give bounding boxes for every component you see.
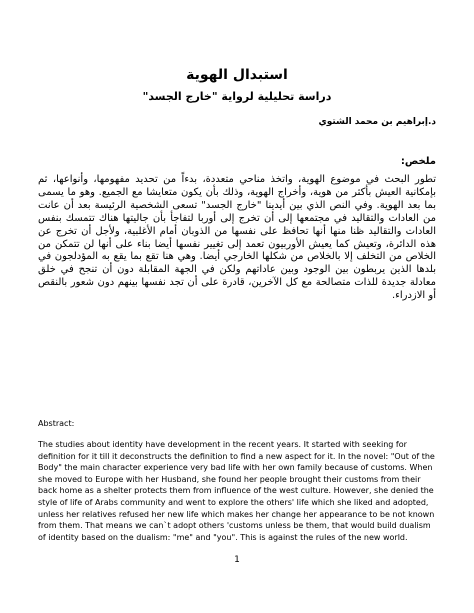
- arabic-abstract-text: تطور البحث في موضوع الهوية، واتخذ مناحي متعددة، بدءاً من تحديد مفهومها، وأنواعها، ثم بإمكانية العيش بأكثر من هوية، وأخراج الهوية، وذلك بأن يكون متعايشا مع الجميع. وهو ما يسمى بما بعد الهوية. وفي النص الذي بين أيدينا "خارج الجسد" تسعى الشخصية الرئيسة بعد أن عانت من العادات والتقاليد في مجتمعها إلى أن تخرج إلى أوربا لتفاجأ بأن جاليتها هناك تتمسك بنفس العادات والتقاليد ظنا منها أنها تحافظ على نفسها من الذوبان أمام الأغلبية، ولأجل أن تخرج عن هذه الدائرة، وتعيش كما يعيش الأوربيون تعمد إلى تغيير نفسها أيضا بناء على أنها لن تتمكن من الخلاص من التخلف إلا بالخلاص من شكلها الخارجي أيضا. وهي هنا تقع بما يقع به المؤدلجون في بلدها الذين يربطون بين الوجود وبين عاداتهم ولكن في الجهة المقابلة دون أن تنجح في خلق معادلة جديدة للذات متصالحة مع كل الآخرين، قادرة على أن تجد نفسها بينهم دون شعور بالنقص أو الازدراء.: [38, 174, 436, 302]
- arabic-abstract: [38, 174, 436, 303]
- document-subtitle: دراسة تحليلية لرواية "خارج الجسد": [142, 90, 332, 103]
- arabic-abstract-heading: ملخص:: [400, 156, 436, 167]
- english-abstract: [38, 439, 436, 543]
- author-name: د.إبراهيم بن محمد الشتوي: [318, 117, 436, 127]
- english-abstract-text: The studies about identity have development in the recent years. It started with seeking for definition for it till it deconstructs the definition to find a new aspect for it. In the novel: "Out of the Body" the main character experience very bad life with her own family because of customs. When she moved to Europe with her Husband, she found her people brought their customs from their back home as a shelter protects them from influence of the west culture. However, she denied the style of life of Arabs community and went to explore the others' life which she liked and adopted, unless her relatives refused her new life which makes her change her appearance to be not known from them. That means we can`t adopt others 'customs unless be them, that would build dualism of identity based on the dualism: "me" and "you". This is against the rules of the new world.: [38, 440, 435, 542]
- english-abstract-heading: Abstract:: [38, 419, 75, 428]
- page-number: 1: [234, 555, 240, 565]
- document-title: استبدال الهوية: [186, 67, 288, 83]
